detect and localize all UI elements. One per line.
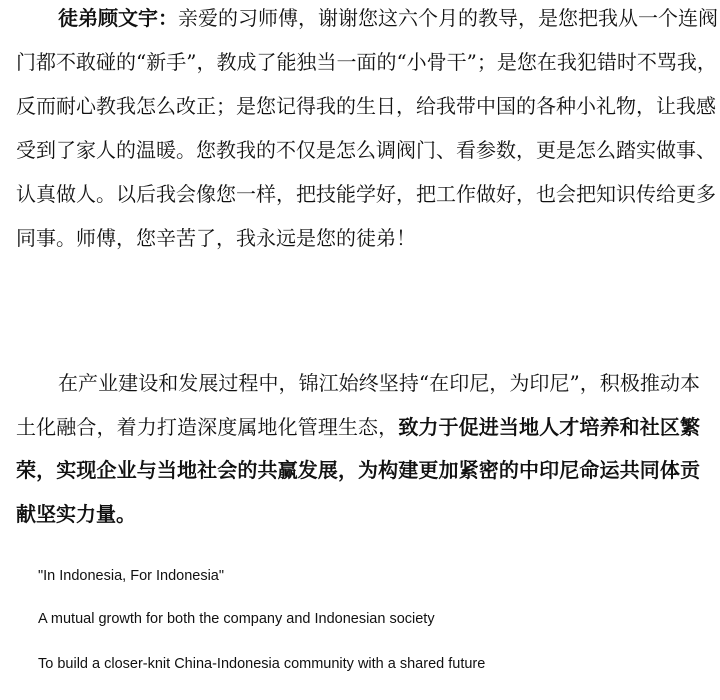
text-line: 受到了家人的温暖。您教我的不仅是怎么调阀门、看参数，更是怎么踏实做事、 <box>16 138 716 162</box>
bold-text-line: 荣，实现企业与当地社会的共赢发展，为构建更加紧密的中印尼命运共同体贡 <box>16 458 700 482</box>
text-line: 反而耐心教我怎么改正；是您记得我的生日，给我带中国的各种小礼物，让我感 <box>16 94 716 118</box>
text-line: 认真做人。以后我会像您一样，把技能学好，把工作做好，也会把知识传给更多 <box>16 182 716 206</box>
text-segment: 土化融合，着力打造深度属地化管理生态， <box>16 415 399 439</box>
slogan-line: To build a closer-knit China-Indonesia community with a shared future <box>38 656 486 672</box>
text-segment: 亲爱的习师傅，谢谢您这六个月的教导，是您把我从一个连阀 <box>178 6 718 30</box>
text-line: 门都不敢碰的“新手”，教成了能独当一面的“小骨干”；是您在我犯错时不骂我， <box>16 50 717 74</box>
text-line <box>58 6 718 30</box>
text-line: 在产业建设和发展过程中，锦江始终坚持“在印尼，为印尼”，积极推动本 <box>58 371 700 395</box>
speaker-label: 徒弟顾文宇： <box>58 6 178 30</box>
text-line <box>16 415 700 439</box>
slogan-line: A mutual growth for both the company and Indonesian society <box>38 611 435 627</box>
bold-text-segment: 致力于促进当地人才培养和社区繁 <box>398 415 701 439</box>
text-line: 同事。师傅，您辛苦了，我永远是您的徒弟！ <box>16 226 416 250</box>
slogan-line: "In Indonesia, For Indonesia" <box>38 568 225 584</box>
bold-text-line: 献坚实力量。 <box>16 502 136 526</box>
